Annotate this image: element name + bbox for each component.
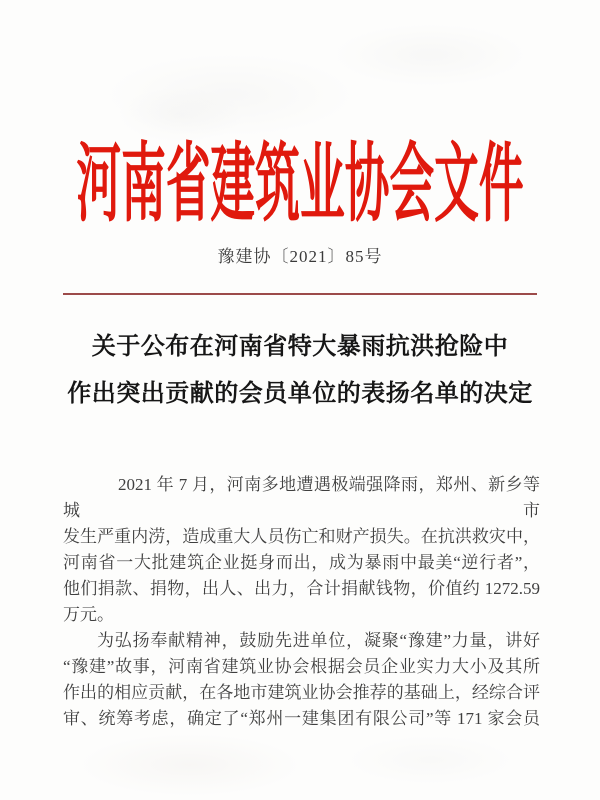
subject-line-2: 作出突出贡献的会员单位的表扬名单的决定 (67, 381, 533, 407)
red-separator-line (63, 293, 537, 295)
body-line: 作出的相应贡献，在各地市建筑业协会推荐的基础上，经综合评 (63, 683, 540, 702)
document-number: 豫建协〔2021〕85号 (217, 247, 383, 266)
body-line: 审、统筹考虑，确定了“郑州一建集团有限公司”等 171 家会员 (63, 709, 540, 728)
body-line: 河南省一大批建筑企业挺身而出，成为暴雨中最美“逆行者”， (63, 553, 540, 572)
agency-header (0, 136, 600, 232)
body-line: 他们捐款、捐物，出人、出力，合计捐献钱物，价值约 1272.59 (63, 579, 540, 598)
agency-header-title: 河南省建筑业协会文件 (76, 136, 524, 232)
body-line: “豫建”故事，河南省建筑业协会根据会员企业实力大小及其所 (63, 657, 540, 676)
document-subject (0, 324, 600, 418)
body-line: 万元。 (63, 605, 114, 624)
body-line: 为弘扬奉献精神，鼓励先进单位，凝聚“豫建”力量，讲好 (97, 631, 540, 650)
body-line: 2021 年 7 月，河南多地遭遇极端强降雨，郑州、新乡等城市 (63, 475, 540, 520)
body-line: 发生严重内涝，造成重大人员伤亡和财产损失。在抗洪救灾中， (63, 527, 540, 546)
subject-line-1: 关于公布在河南省特大暴雨抗洪抢险中 (91, 334, 509, 360)
document-body (63, 472, 540, 732)
